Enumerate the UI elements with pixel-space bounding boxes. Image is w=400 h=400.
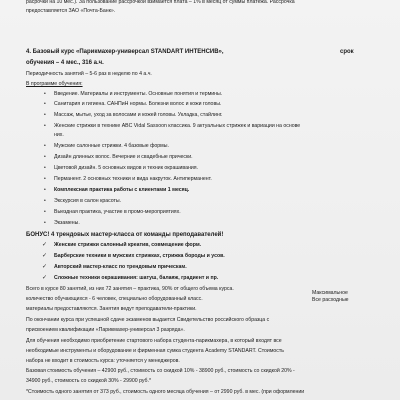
details-line: Всего в курсе 80 занятий, из них 72 занятия – практика, 90% от общего объема курса.: [26, 286, 234, 292]
course-subheading: обучения – 4 мес., 316 а.ч.: [26, 60, 104, 66]
list-item: Женские стрижки в технике ABC Vidal Sassoon классика. 9 актуальных стрижек и вариации на основе: [54, 123, 301, 129]
details-line: набора не входит в стоимость курса: уточняется у менеджеров.: [26, 358, 180, 364]
checkmark-icon: ✓: [42, 264, 48, 270]
list-item: Выездная практика, участие в промо-мероприятиях.: [54, 209, 181, 215]
bullet-icon: •: [44, 176, 46, 182]
details-line: количество обучающихся - 6 человек, специально оборудованный класс.: [26, 296, 203, 302]
bullet-icon: •: [44, 112, 46, 118]
bonus-item: Авторский мастер-класс по трендовым прическам.: [54, 264, 187, 270]
list-item: Перманент. 2 основных техники и вида накруток. Антиперманент.: [54, 176, 212, 182]
bonus-item: Женские стрижки салонный креатив, совмещение форм.: [54, 242, 202, 248]
bullet-icon: •: [44, 198, 46, 204]
details-consumables: Все расходные: [312, 297, 349, 303]
details-line: материалы предоставляются. Занятия ведут преподаватели-практики.: [26, 306, 197, 312]
details-max-label: Максимальное: [312, 290, 348, 296]
bullet-icon: •: [44, 165, 46, 171]
details-line: *Стоимость одного занятия от 373 руб., стоимость одного месяца обучения – от 2990 руб. в мес. (при оформлении: [26, 389, 305, 395]
list-item: Введение. Материалы и инструменты. Основные понятия и термины.: [54, 91, 223, 97]
checkmark-icon: ✓: [42, 275, 48, 281]
course-heading-right: срок: [340, 49, 354, 55]
details-line: необходимые инструменты и оборудование и фирменная сумка студента Academy STANDART. Стоимость: [26, 348, 284, 354]
list-item: Дизайн длинных волос. Вечерние и свадебные прически.: [54, 154, 193, 160]
bonus-item: Барберские техники в мужских стрижках, стрижка бороды и усов.: [54, 253, 225, 259]
list-item: Санитария и гигиена. САНПиН нормы. Болезни волос и кожи головы.: [54, 101, 222, 107]
program-label: В программе обучения:: [26, 81, 83, 87]
intro-line-1: расрочки на 10 мес.). За пользование рассрочкой взимается плата – 1% в месяц от суммы платежа. Рассрочка: [26, 0, 295, 5]
bonus-heading: БОНУС! 4 трендовых мастер-класса от команды преподавателей!: [26, 232, 224, 238]
details-line: присвоением квалификации «Парикмахер-универсал 3 разряда».: [26, 327, 185, 333]
details-line: 34900 руб., стоимость со скидкой 30% - 29900 руб.*: [26, 378, 151, 384]
bullet-icon: •: [44, 220, 46, 226]
bullet-icon: •: [44, 91, 46, 97]
bullet-icon: •: [44, 143, 46, 149]
bullet-icon: •: [44, 123, 46, 129]
checkmark-icon: ✓: [42, 242, 48, 248]
course-periodicity: Периодичность занятий – 5-6 раз в неделю по 4 а.ч.: [26, 71, 152, 77]
list-item-continuation: них.: [54, 132, 64, 138]
course-heading: 4. Базовый курс «Парикмахер-универсал STANDART ИНТЕНСИВ»,: [26, 49, 224, 55]
bullet-icon: •: [44, 187, 46, 193]
bullet-icon: •: [44, 154, 46, 160]
list-item: Экскурсия в салон красоты.: [54, 198, 122, 204]
intro-line-2: предоставляется ЗАО «Почта-Банк».: [26, 8, 116, 14]
details-line: По окончании курса при успешной сдаче экзаменов выдается Свидетельство российского образца с: [26, 317, 270, 323]
list-item: Мужские салонные стрижки. 4 базовые формы.: [54, 143, 169, 149]
list-item: Комплексная практика работы с клиентами 1 месяц.: [54, 187, 190, 193]
bullet-icon: •: [44, 101, 46, 107]
details-line: Базовая стоимость обучения – 42900 руб., стоимость со скидкой 10% - 38900 руб., стоимость со скидкой 20% -: [26, 368, 295, 374]
list-item: Массаж, мытье, уход за волосами и кожей головы. Укладка, стайлинг.: [54, 112, 223, 118]
list-item: Цветовой дизайн. 5 основных видов и техник окрашивания.: [54, 165, 198, 171]
details-line: Для обучения необходимо приобретение стартового набора студента-парикмахера, в который входят все: [26, 338, 282, 344]
bullet-icon: •: [44, 209, 46, 215]
bonus-item: Сложные техники окрашивания: шатуш, балаяж, градиент и пр.: [54, 275, 219, 281]
checkmark-icon: ✓: [42, 253, 48, 259]
list-item: Экзамены.: [54, 220, 80, 226]
